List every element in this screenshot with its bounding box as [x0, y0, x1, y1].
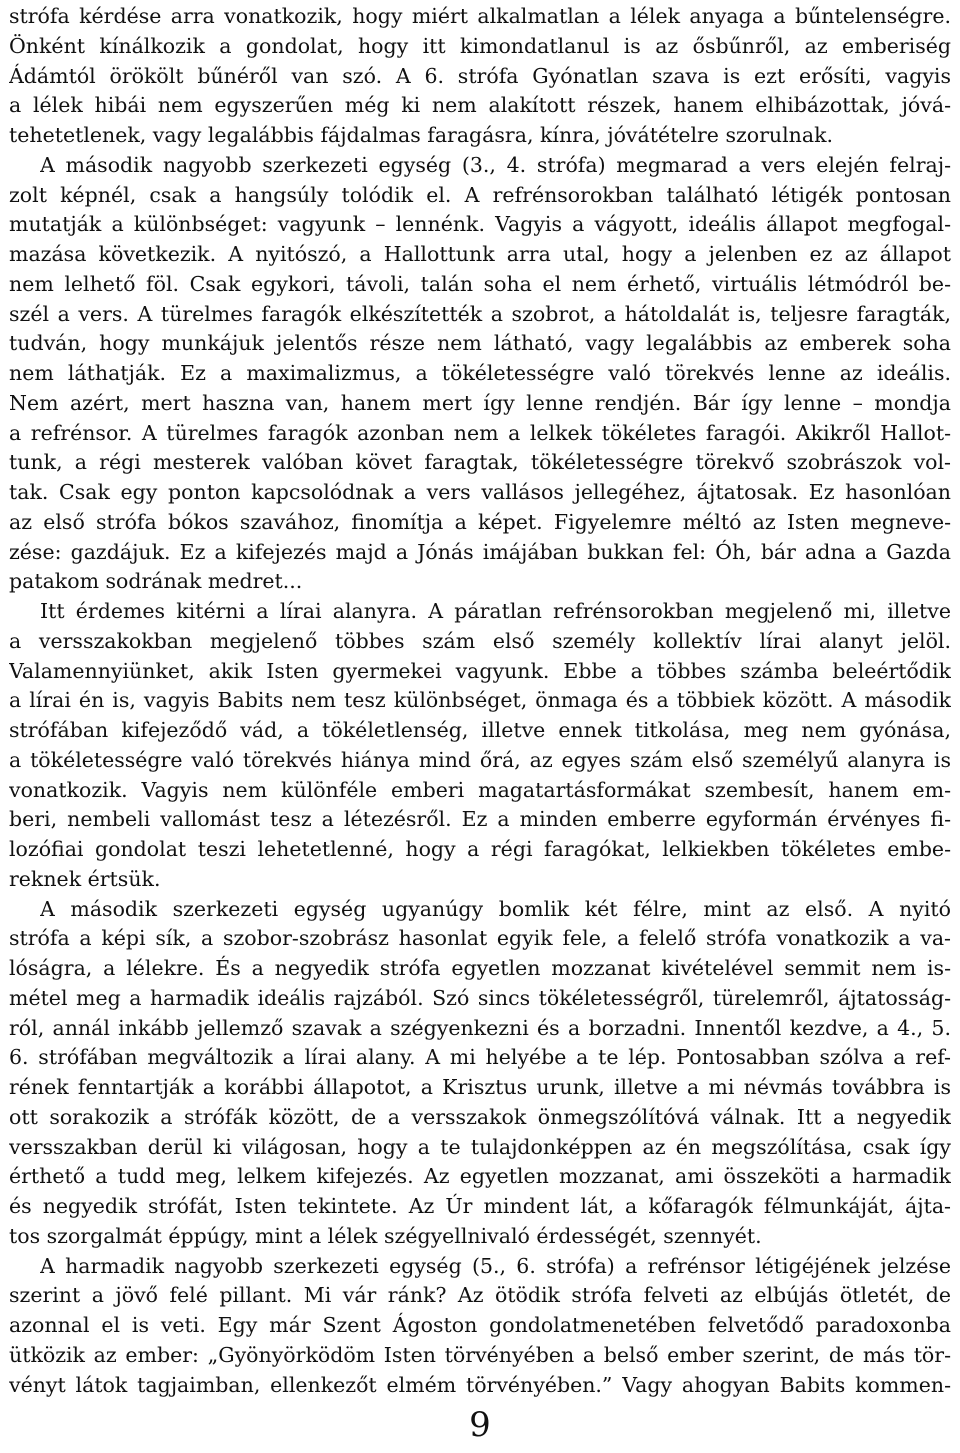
text-line: A második nagyobb szerkezeti egység (3., 4. strófa) megmarad a vers elején felraj-: [40, 152, 951, 177]
text-line: métel meg a harmadik ideális rajzából. Szó sincs tökéletességről, türelemről, ájtatosság-: [9, 985, 951, 1010]
text-line: mutatják a különbséget: vagyunk – lennénk. Vagyis a vágyott, ideális állapot megfogal-: [9, 212, 951, 237]
text-line: szerint a jövő felé pillant. Mi vár ránk? Az ötödik strófa felveti az elbújás ötletét, de: [9, 1283, 951, 1308]
text-line: vényt látok tagjaimban, ellenkezőt elmém törvényében.” Vagy ahogyan Babits kommen-: [9, 1372, 951, 1397]
text-line: mazása következik. A nyitószó, a Hallottunk arra utal, hogy a jelenben ez az állapot: [9, 242, 951, 266]
text-line: strófa kérdése arra vonatkozik, hogy miért alkalmatlan a lélek anyaga a bűntelenségre.: [9, 4, 951, 28]
text-line: 6. strófában megváltozik a lírai alany. A mi helyébe a te lép. Pontosabban szólva a ref-: [9, 1045, 951, 1070]
text-line: Nem azért, mert haszna van, hanem mert így lenne rendjén. Bár így lenne – mondja: [9, 390, 951, 415]
text-line: lóságra, a lélekre. És a negyedik strófa egyetlen mozzanat kivételével semmit nem is-: [9, 956, 951, 980]
text-line: zése: gazdájuk. Ez a kifejezés majd a Jónás imájában bukkan fel: Óh, bár adna a Gazda: [9, 539, 951, 564]
text-line: strófa a képi sík, a szobor-szobrász hasonlat egyik fele, a felelő strófa vonatkozik a va-: [9, 926, 951, 951]
text-line: ütközik az ember: „Gyönyörködöm Isten törvényében a belső ember szerint, de más tör-: [9, 1342, 951, 1367]
text-line: a lírai én is, vagyis Babits nem tesz különbséget, önmaga és a többiek között. A második: [9, 688, 951, 713]
text-line: a refrénsor. A türelmes faragók azonban nem a lelkek tökéletes faragói. Akikről Hallot-: [9, 420, 951, 445]
text-line: A harmadik nagyobb szerkezeti egység (5., 6. strófa) a refrénsor létigéjének jelzése: [40, 1253, 951, 1278]
text-line: nem láthatják. Ez a maximalizmus, a tökéletességre való törekvés lenne az ideális.: [9, 361, 951, 385]
text-line: A második szerkezeti egység ugyanúgy bomlik két félre, mint az első. A nyitó: [40, 896, 951, 921]
text-line: vonatkozik. Vagyis nem különféle emberi magatartásformákat szembesít, hanem em-: [9, 777, 951, 802]
text-line: tos szorgalmát éppúgy, mint a lélek szégyellnivaló érdességét, szennyét.: [9, 1223, 762, 1248]
text-line: lozófiai gondolat teszi lehetetlenné, hogy a régi faragókat, lelkiekben tökéletes embe-: [9, 837, 951, 861]
text-line: ról, annál inkább jellemző szavak a szégyenkezni és a borzadni. Innentől kezdve, a 4., 5.: [9, 1015, 951, 1040]
text-line: beri, nembeli vallomást tesz a létezésről. Ez a minden emberre egyformán érvényes fi-: [9, 807, 951, 832]
text-line: a tökéletességre való törekvés hiánya mind őrá, az egyes szám első személyű alanyra is: [9, 747, 951, 772]
text-line: ott sorakozik a strófák között, de a versszakok önmegszólítóvá válnak. Itt a negyedik: [9, 1104, 951, 1129]
text-line: zolt képnél, csak a hangsúly tolódik el. A refrénsorokban található létigék pontosan: [9, 182, 951, 207]
text-line: patakom sodrának medret...: [9, 569, 303, 594]
text-line: tak. Csak egy ponton kapcsolódnak a vers vallásos jellegéhez, ájtatosak. Ez hasonlóan: [9, 480, 951, 504]
text-line: a versszakokban megjelenő többes szám első személy kollektív lírai alanyt jelöl.: [9, 628, 951, 653]
text-line: nem lelhető föl. Csak egykori, távoli, talán soha el nem érhető, virtuális létmódról be-: [9, 271, 951, 296]
text-line: Önként kínálkozik a gondolat, hogy itt kimondatlanul is az ősbűnről, az emberiség: [9, 33, 951, 58]
text-line: azonnal el is veti. Egy már Szent Ágoston gondolatmenetében felvetődő paradoxonba: [9, 1313, 951, 1337]
text-line: reknek értsük.: [9, 866, 161, 891]
text-line: tehetetlenek, vagy legalábbis fájdalmas faragásra, kínra, jóvátételre szorulnak.: [9, 123, 834, 147]
text-line: az első strófa bókos szavához, finomítja a képet. Figyelemre méltó az Isten megneve-: [9, 509, 951, 534]
text-line: Valamennyiünket, akik Isten gyermekei vagyunk. Ebbe a többes számba beleértődik: [9, 658, 951, 683]
text-line: rének fenntartják a korábbi állapotot, a Krisztus urunk, illetve a mi névmás továbbra is: [9, 1075, 951, 1099]
text-line: strófában kifejeződő vád, a tökéletlenség, illetve ennek titkolása, meg nem gyónása,: [9, 718, 951, 742]
text-line: Ádámtól örökölt bűnéről van szó. A 6. strófa Gyónatlan szava is ezt erősíti, vagyis: [9, 63, 951, 88]
text-line: versszakban derül ki világosan, hogy a te tulajdonképpen az én megszólítása, csak így: [9, 1134, 951, 1159]
text-line: szél a vers. A türelmes faragók elkészítették a szobrot, a hátoldalát is, teljesre faragták,: [9, 301, 951, 326]
page-number: 9: [469, 1405, 491, 1445]
text-line: Itt érdemes kitérni a lírai alanyra. A páratlan refrénsorokban megjelenő mi, illetve: [40, 599, 951, 623]
text-line: tunk, a régi mesterek valóban követ faragtak, tökéletességre törekvő szobrászok vol-: [9, 450, 951, 475]
text-line: a lélek hibái nem egyszerűen még ki nem alakított részek, hanem elhibázottak, jóvá-: [9, 93, 951, 118]
text-line: érthető a tudd meg, lelkem kifejezés. Az egyetlen mozzanat, ami összeköti a harmadik: [9, 1164, 951, 1189]
text-line: tudván, hogy munkájuk jelentős része nem látható, vagy legalábbis az emberek soha: [9, 331, 951, 356]
text-line: és negyedik strófát, Isten tekintete. Az Úr mindent lát, a kőfaragók félmunkáját, ájta-: [9, 1194, 951, 1218]
